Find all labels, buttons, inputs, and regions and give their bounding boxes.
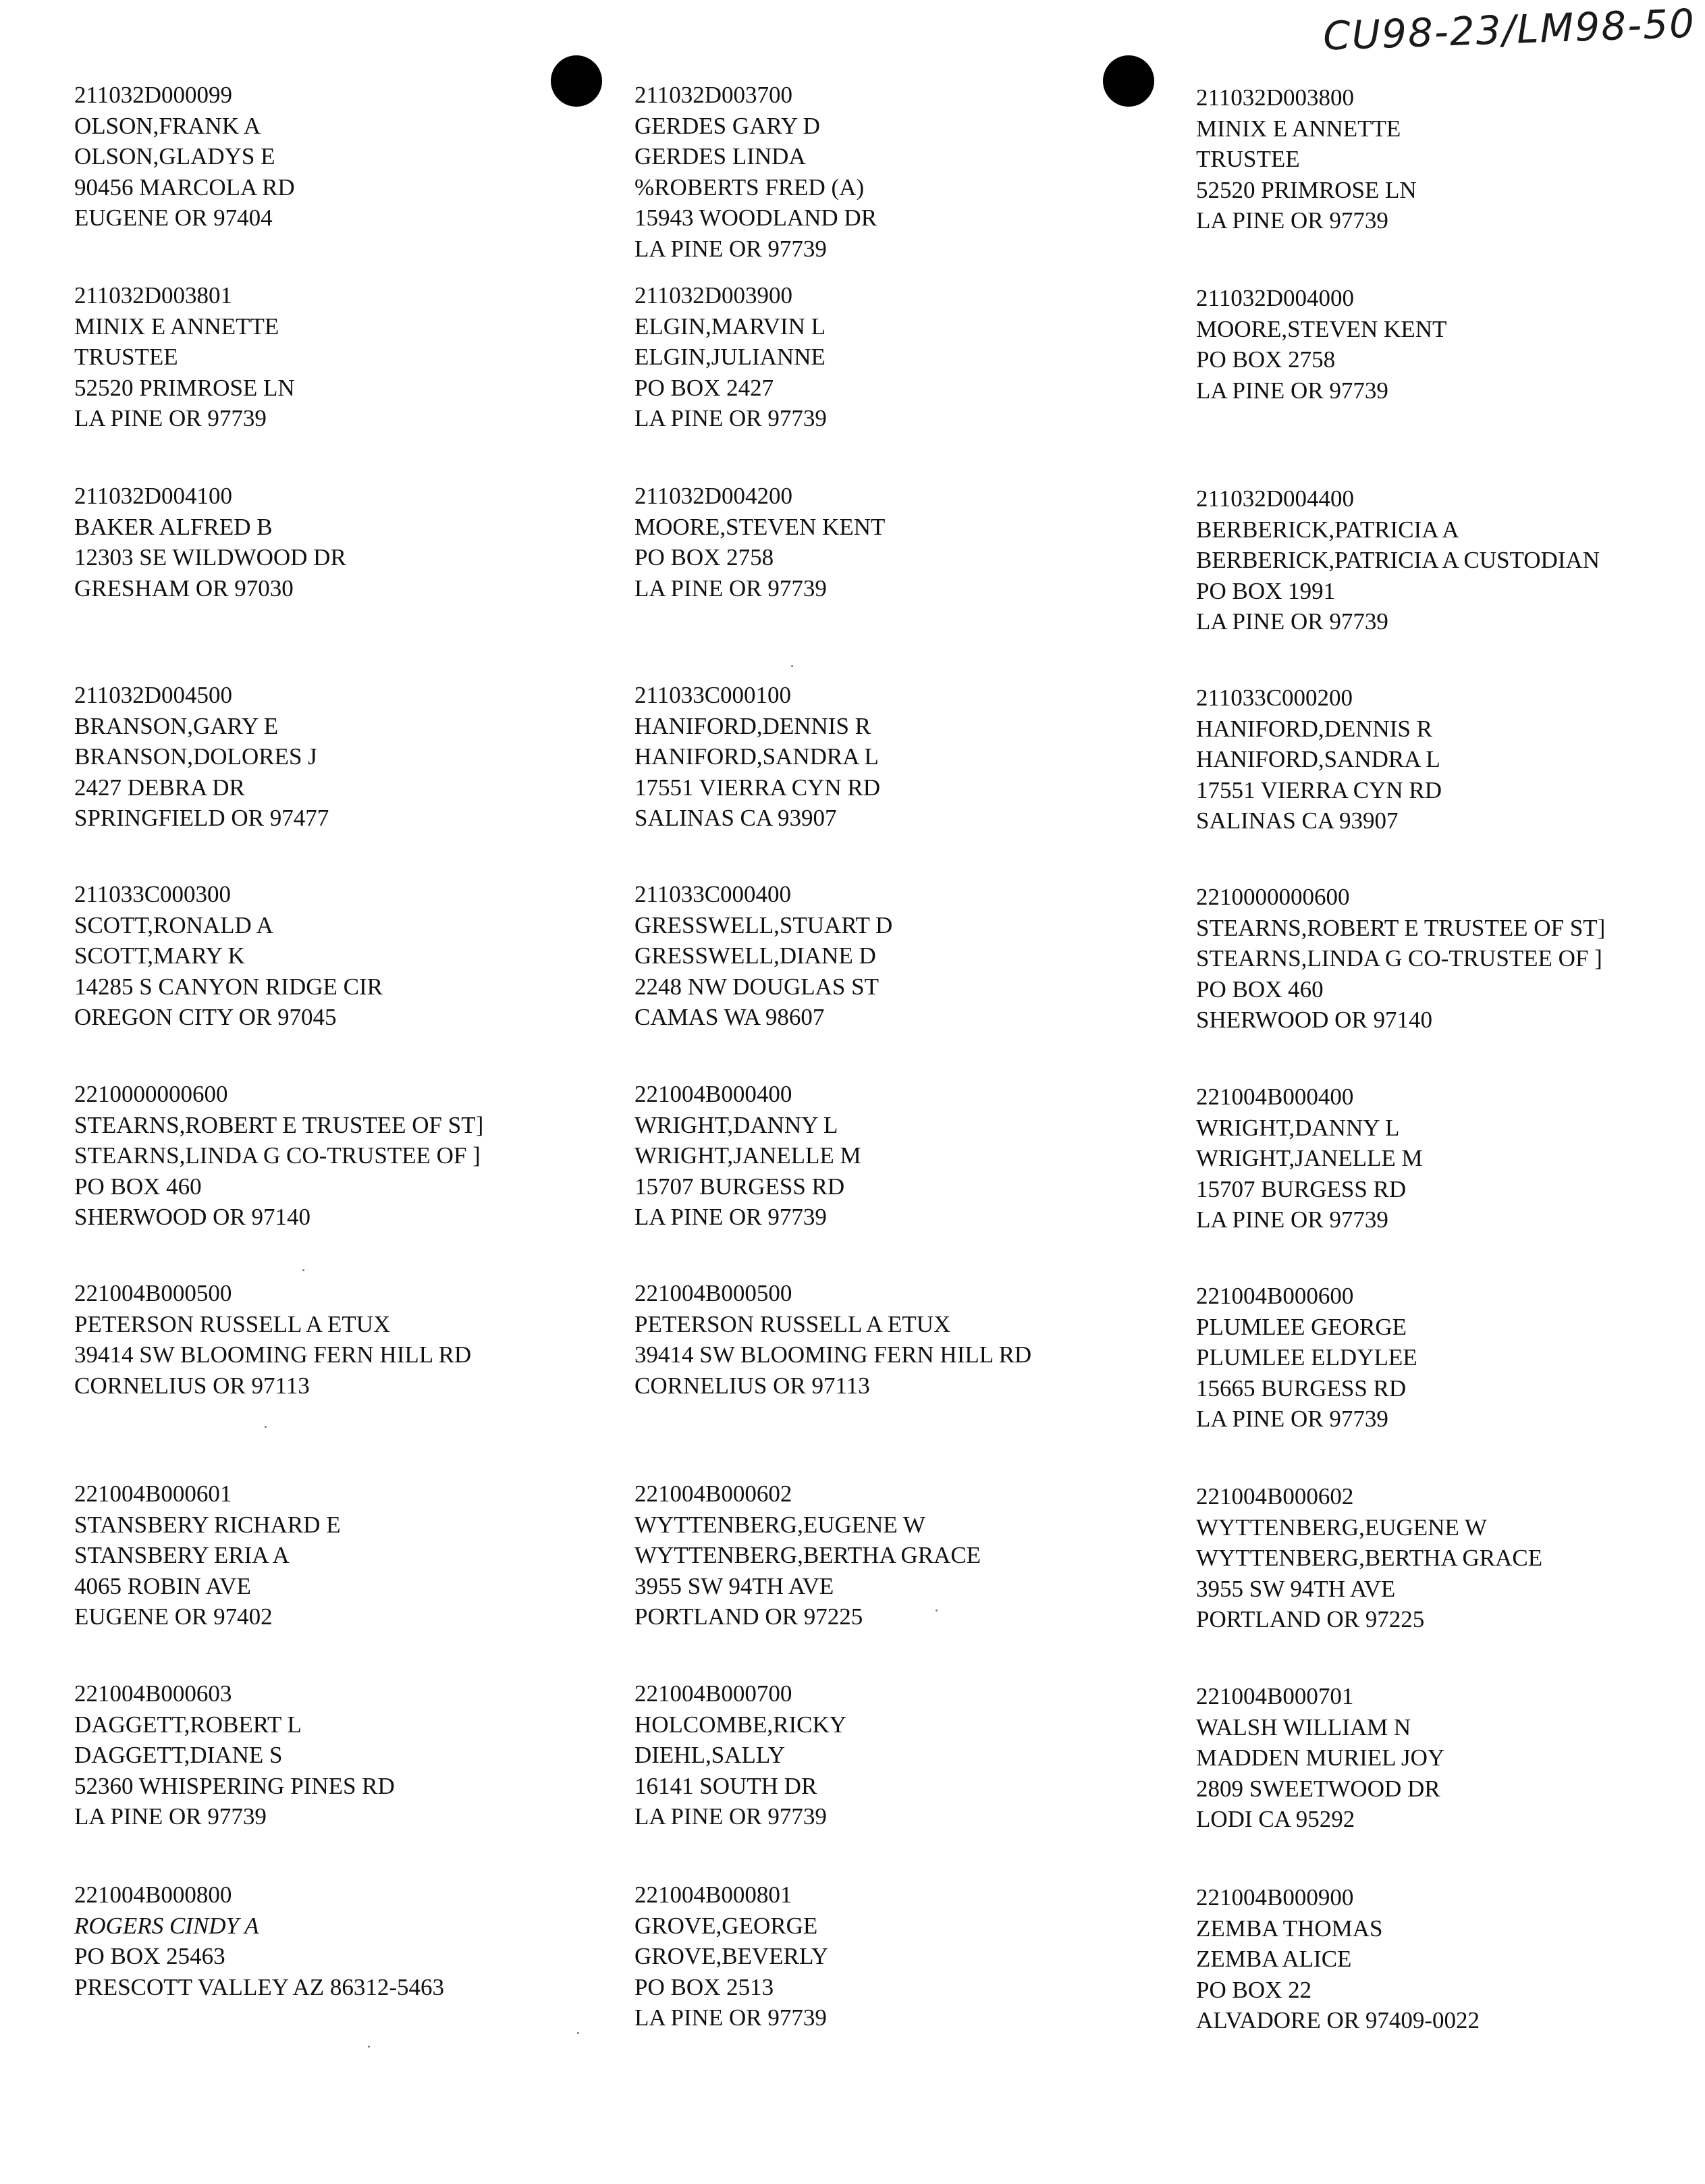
- parcel-number: 2210000000600: [74, 1081, 228, 1107]
- address-line: 16141 SOUTH DR: [634, 1772, 817, 1799]
- address-line: EUGENE OR 97404: [74, 205, 273, 231]
- address-line: 15707 BURGESS RD: [634, 1173, 845, 1200]
- address-line: PO BOX 2758: [634, 544, 774, 570]
- mailing-label: [634, 280, 1161, 434]
- address-line: PRESCOTT VALLEY AZ 86312-5463: [74, 1973, 445, 2000]
- address-line: SHERWOOD OR 97140: [74, 1204, 311, 1230]
- address-line: WRIGHT,DANNY L: [634, 1111, 838, 1138]
- mailing-label: [74, 1278, 601, 1401]
- mailing-label: [74, 879, 601, 1033]
- address-line: SCOTT,MARY K: [74, 942, 245, 969]
- mailing-label: [634, 1880, 1161, 2033]
- address-line: 2809 SWEETWOOD DR: [1196, 1775, 1440, 1802]
- mailing-label: [1196, 283, 1705, 406]
- address-line: PETERSON RUSSELL A ETUX: [634, 1310, 951, 1337]
- address-line: MADDEN MURIEL JOY: [1196, 1744, 1445, 1771]
- address-line: LA PINE OR 97739: [634, 1204, 827, 1230]
- address-line: WYTTENBERG,BERTHA GRACE: [634, 1542, 981, 1568]
- address-line: 15665 BURGESS RD: [1196, 1375, 1407, 1402]
- address-line: OLSON,FRANK A: [74, 112, 261, 139]
- parcel-number: 211032D003700: [634, 82, 792, 108]
- parcel-number: 221004B000601: [74, 1481, 232, 1507]
- address-line: LA PINE OR 97739: [634, 405, 827, 431]
- address-line: STEARNS,ROBERT E TRUSTEE OF ST]: [1196, 914, 1606, 941]
- address-line: SALINAS CA 93907: [634, 805, 837, 831]
- parcel-number: 221004B000500: [634, 1280, 792, 1306]
- address-line: LA PINE OR 97739: [1196, 1406, 1388, 1432]
- address-line: CORNELIUS OR 97113: [74, 1372, 310, 1399]
- address-line: LA PINE OR 97739: [74, 405, 267, 431]
- address-line: 4065 ROBIN AVE: [74, 1572, 251, 1599]
- address-line: LA PINE OR 97739: [634, 575, 827, 602]
- address-line: LA PINE OR 97739: [634, 235, 827, 262]
- address-line: SPRINGFIELD OR 97477: [74, 805, 329, 831]
- address-line: GERDES LINDA: [634, 143, 806, 169]
- scan-speck: [936, 1609, 938, 1612]
- mailing-label: [634, 680, 1161, 834]
- parcel-number: 221004B000700: [634, 1680, 792, 1707]
- address-line: TRUSTEE: [1196, 146, 1300, 172]
- address-line: PO BOX 2758: [1196, 346, 1336, 373]
- mailing-label: [74, 280, 601, 434]
- address-line: WYTTENBERG,EUGENE W: [634, 1511, 925, 1538]
- address-line: 52520 PRIMROSE LN: [74, 374, 295, 401]
- mailing-label: [74, 481, 601, 604]
- parcel-number: 221004B000900: [1196, 1884, 1354, 1911]
- mailing-label: [634, 879, 1161, 1033]
- address-line: HANIFORD,SANDRA L: [1196, 746, 1440, 772]
- address-line: 2427 DEBRA DR: [74, 774, 245, 801]
- parcel-number: 211032D000099: [74, 82, 232, 108]
- address-line: HANIFORD,DENNIS R: [634, 712, 871, 739]
- address-line: TRUSTEE: [74, 344, 178, 370]
- address-line: SALINAS CA 93907: [1196, 807, 1399, 834]
- scan-speck: [577, 2032, 579, 2034]
- mailing-label: [634, 481, 1161, 604]
- scan-speck: [302, 1269, 304, 1271]
- mailing-label: [74, 1880, 601, 2002]
- address-line: 17551 VIERRA CYN RD: [1196, 776, 1442, 803]
- mailing-label: [74, 680, 601, 834]
- address-line: GERDES GARY D: [634, 112, 820, 139]
- address-line: ELGIN,JULIANNE: [634, 344, 826, 370]
- mailing-label: [1196, 82, 1705, 236]
- address-line: 52520 PRIMROSE LN: [1196, 176, 1417, 203]
- address-line: PETERSON RUSSELL A ETUX: [74, 1310, 391, 1337]
- address-line: DAGGETT,ROBERT L: [74, 1711, 302, 1738]
- address-line: 3955 SW 94TH AVE: [634, 1572, 834, 1599]
- address-line: GRESSWELL,STUART D: [634, 911, 893, 938]
- parcel-number: 221004B000800: [74, 1882, 232, 1908]
- address-line: MINIX E ANNETTE: [74, 313, 279, 340]
- address-line: ALVADORE OR 97409-0022: [1196, 2007, 1480, 2033]
- address-line: MINIX E ANNETTE: [1196, 115, 1401, 142]
- mailing-label: [74, 1678, 601, 1832]
- mailing-label: [634, 1678, 1161, 1832]
- mailing-label: [634, 1479, 1161, 1632]
- address-line: HOLCOMBE,RICKY: [634, 1711, 847, 1738]
- mailing-label: [1196, 483, 1705, 637]
- parcel-number: 211033C000400: [634, 881, 792, 907]
- mailing-label: [634, 80, 1161, 264]
- address-line: LA PINE OR 97739: [1196, 608, 1388, 635]
- address-line: LA PINE OR 97739: [1196, 207, 1388, 234]
- address-line: LA PINE OR 97739: [634, 2004, 827, 2031]
- parcel-number: 221004B000602: [634, 1481, 792, 1507]
- scan-speck: [791, 665, 793, 667]
- address-line: CORNELIUS OR 97113: [634, 1372, 870, 1399]
- address-line: PORTLAND OR 97225: [634, 1603, 863, 1630]
- address-line: CAMAS WA 98607: [634, 1004, 825, 1030]
- address-line: PO BOX 460: [1196, 976, 1324, 1003]
- address-line: WALSH WILLIAM N: [1196, 1713, 1411, 1740]
- parcel-number: 211032D003900: [634, 282, 792, 309]
- parcel-number: 221004B000701: [1196, 1683, 1354, 1709]
- address-line: GRESSWELL,DIANE D: [634, 942, 876, 969]
- address-line: BERBERICK,PATRICIA A: [1196, 516, 1459, 543]
- mailing-label: [1196, 1082, 1705, 1235]
- mailing-label: [1196, 1481, 1705, 1635]
- address-line: 14285 S CANYON RIDGE CIR: [74, 973, 383, 1000]
- mailing-label: [74, 1079, 601, 1233]
- address-line: ROGERS CINDY A: [74, 1912, 259, 1939]
- address-line: WYTTENBERG,BERTHA GRACE: [1196, 1545, 1543, 1571]
- address-line: ZEMBA THOMAS: [1196, 1915, 1383, 1942]
- address-line: STEARNS,LINDA G CO-TRUSTEE OF ]: [1196, 945, 1602, 971]
- mailing-label: [1196, 882, 1705, 1036]
- address-line: ZEMBA ALICE: [1196, 1946, 1352, 1972]
- address-line: 39414 SW BLOOMING FERN HILL RD: [74, 1341, 472, 1368]
- address-line: WYTTENBERG,EUGENE W: [1196, 1514, 1487, 1541]
- scan-speck: [368, 2046, 370, 2048]
- parcel-number: 221004B000602: [1196, 1483, 1354, 1510]
- address-line: 3955 SW 94TH AVE: [1196, 1575, 1396, 1602]
- address-line: GROVE,BEVERLY: [634, 1943, 829, 1969]
- address-line: PO BOX 25463: [74, 1943, 225, 1969]
- address-line: 2248 NW DOUGLAS ST: [634, 973, 879, 1000]
- address-line: STANSBERY ERIA A: [74, 1542, 290, 1568]
- mailing-label: [74, 1479, 601, 1632]
- address-line: WRIGHT,DANNY L: [1196, 1114, 1400, 1141]
- mailing-label: [1196, 1882, 1705, 2036]
- address-line: BRANSON,GARY E: [74, 712, 279, 739]
- parcel-number: 211032D004500: [74, 682, 232, 708]
- address-line: WRIGHT,JANELLE M: [1196, 1145, 1423, 1171]
- parcel-number: 211032D003800: [1196, 84, 1354, 111]
- address-line: 12303 SE WILDWOOD DR: [74, 544, 346, 570]
- address-line: 15707 BURGESS RD: [1196, 1175, 1407, 1202]
- parcel-number: 211032D004400: [1196, 485, 1354, 512]
- parcel-number: 211033C000200: [1196, 685, 1353, 711]
- address-line: BERBERICK,PATRICIA A CUSTODIAN: [1196, 547, 1600, 573]
- address-line: LA PINE OR 97739: [1196, 1206, 1388, 1233]
- address-line: WRIGHT,JANELLE M: [634, 1142, 861, 1169]
- address-line: PORTLAND OR 97225: [1196, 1606, 1425, 1632]
- parcel-number: 211032D003801: [74, 282, 232, 309]
- mailing-label: [1196, 1681, 1705, 1835]
- address-line: DIEHL,SALLY: [634, 1742, 785, 1768]
- address-line: %ROBERTS FRED (A): [634, 174, 865, 201]
- address-line: 52360 WHISPERING PINES RD: [74, 1772, 395, 1799]
- address-line: 90456 MARCOLA RD: [74, 174, 295, 201]
- parcel-number: 221004B000603: [74, 1680, 232, 1707]
- mailing-label: [1196, 1281, 1705, 1435]
- address-line: 17551 VIERRA CYN RD: [634, 774, 880, 801]
- mailing-label: [74, 80, 601, 234]
- address-line: PO BOX 1991: [1196, 577, 1336, 604]
- address-line: GROVE,GEORGE: [634, 1912, 818, 1939]
- address-line: BRANSON,DOLORES J: [74, 743, 317, 770]
- address-line: STANSBERY RICHARD E: [74, 1511, 341, 1538]
- address-line: HANIFORD,SANDRA L: [634, 743, 879, 770]
- address-line: 39414 SW BLOOMING FERN HILL RD: [634, 1341, 1032, 1368]
- parcel-number: 211032D004200: [634, 483, 792, 509]
- scan-speck: [265, 1426, 267, 1428]
- mailing-label: [634, 1278, 1161, 1401]
- parcel-number: 221004B000400: [634, 1081, 792, 1107]
- parcel-number: 211033C000100: [634, 682, 792, 708]
- parcel-number: 211032D004000: [1196, 285, 1354, 311]
- address-line: SHERWOOD OR 97140: [1196, 1007, 1433, 1033]
- mailing-label: [634, 1079, 1161, 1233]
- address-line: SCOTT,RONALD A: [74, 911, 273, 938]
- address-line: LODI CA 95292: [1196, 1806, 1355, 1832]
- address-line: 15943 WOODLAND DR: [634, 205, 877, 231]
- address-line: EUGENE OR 97402: [74, 1603, 273, 1630]
- address-line: LA PINE OR 97739: [74, 1803, 267, 1830]
- address-line: BAKER ALFRED B: [74, 513, 273, 540]
- address-line: DAGGETT,DIANE S: [74, 1742, 283, 1768]
- address-line: PLUMLEE ELDYLEE: [1196, 1344, 1417, 1370]
- address-line: STEARNS,ROBERT E TRUSTEE OF ST]: [74, 1111, 484, 1138]
- mailing-label: [1196, 683, 1705, 836]
- parcel-number: 221004B000600: [1196, 1283, 1354, 1309]
- parcel-number: 2210000000600: [1196, 884, 1350, 910]
- address-line: OLSON,GLADYS E: [74, 143, 275, 169]
- address-line: LA PINE OR 97739: [1196, 377, 1388, 404]
- address-line: ELGIN,MARVIN L: [634, 313, 826, 340]
- parcel-number: 221004B000400: [1196, 1084, 1354, 1110]
- address-line: OREGON CITY OR 97045: [74, 1004, 337, 1030]
- address-line: PLUMLEE GEORGE: [1196, 1313, 1407, 1340]
- address-line: PO BOX 2513: [634, 1973, 774, 2000]
- parcel-number: 211032D004100: [74, 483, 232, 509]
- parcel-number: 221004B000500: [74, 1280, 232, 1306]
- address-line: MOORE,STEVEN KENT: [634, 513, 886, 540]
- address-line: MOORE,STEVEN KENT: [1196, 315, 1447, 342]
- address-line: HANIFORD,DENNIS R: [1196, 715, 1433, 742]
- parcel-number: 221004B000801: [634, 1882, 792, 1908]
- address-line: PO BOX 22: [1196, 1976, 1312, 2003]
- handwritten-case-number: CU98-23/LM98-50: [1322, 0, 1696, 59]
- address-line: STEARNS,LINDA G CO-TRUSTEE OF ]: [74, 1142, 481, 1169]
- parcel-number: 211033C000300: [74, 881, 232, 907]
- address-line: PO BOX 2427: [634, 374, 774, 401]
- address-line: PO BOX 460: [74, 1173, 202, 1200]
- address-line: LA PINE OR 97739: [634, 1803, 827, 1830]
- address-line: GRESHAM OR 97030: [74, 575, 294, 602]
